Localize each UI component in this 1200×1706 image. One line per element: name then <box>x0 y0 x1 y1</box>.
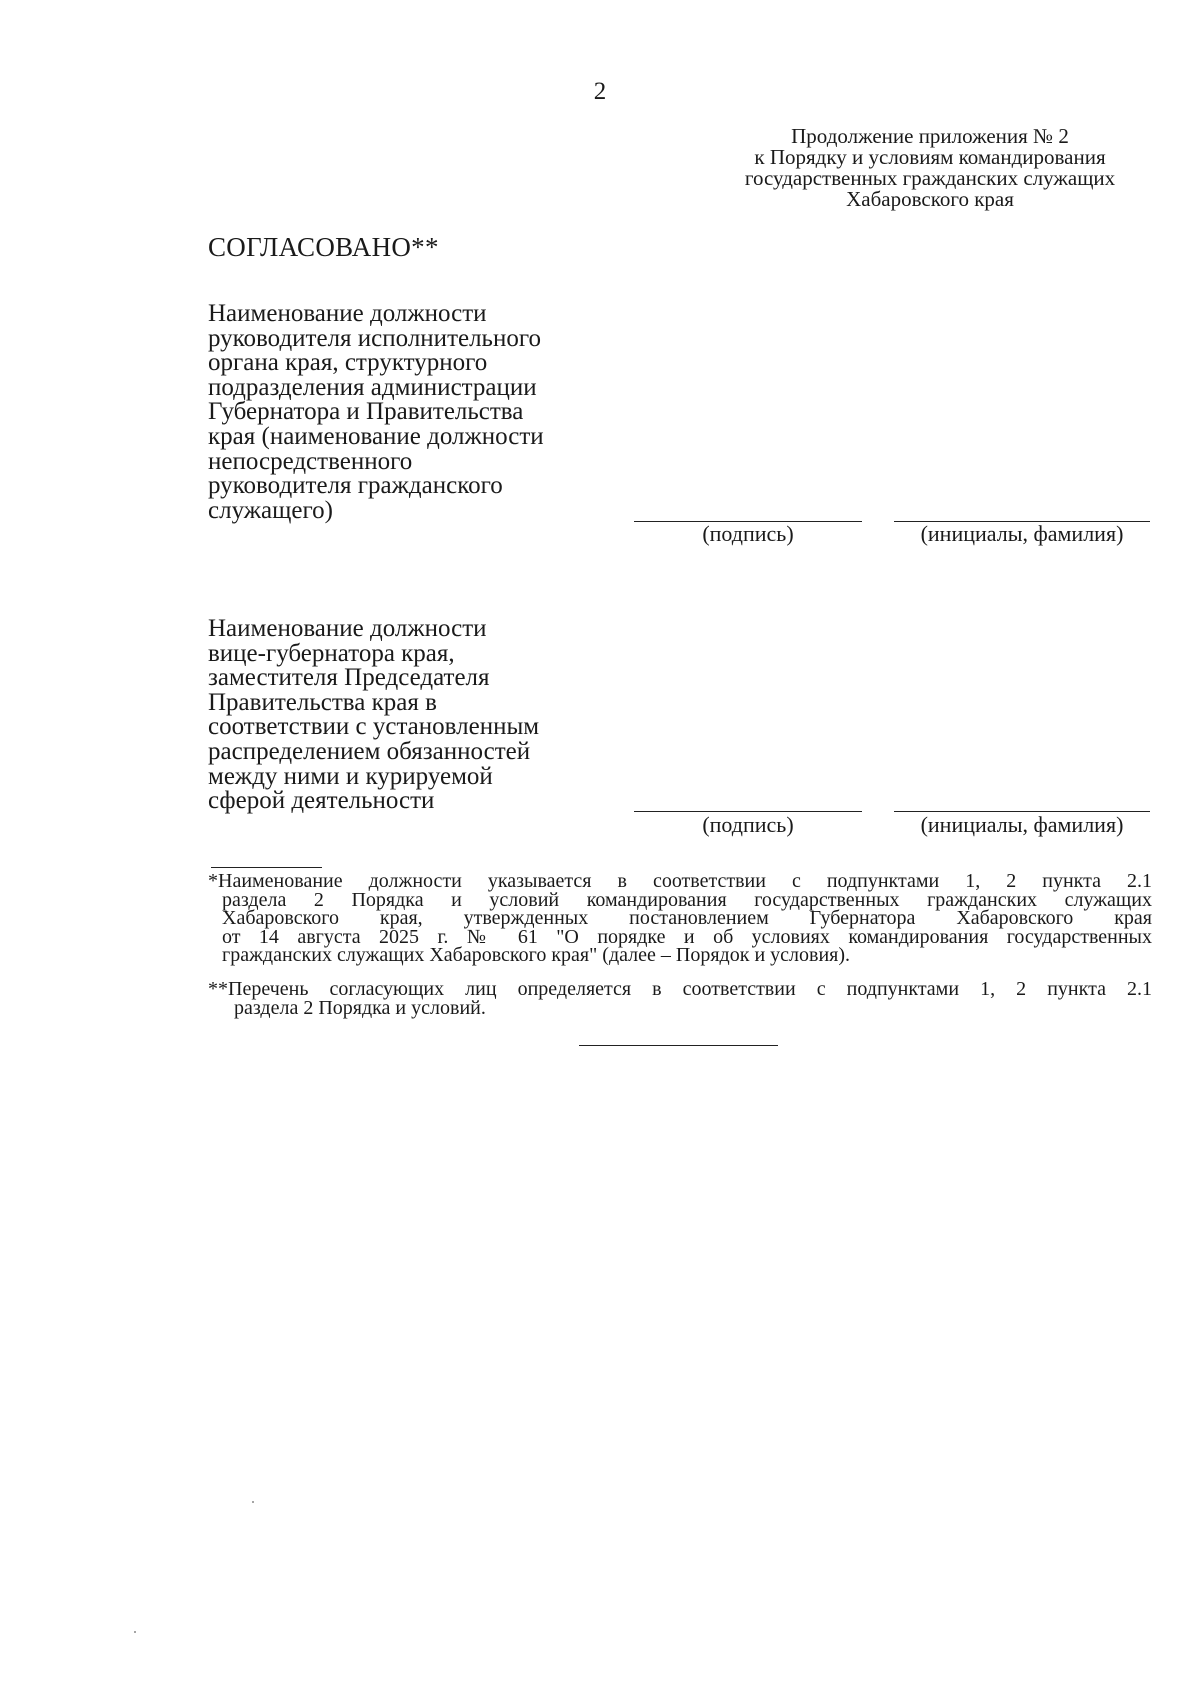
position-line: Правительства края в <box>208 688 437 716</box>
scan-speck <box>134 1631 136 1633</box>
footnote-line: от 14 августа 2025 г. № 61 "О порядке и об условиях командирования государственных <box>222 925 1152 948</box>
name-caption-2: (инициалы, фамилия) <box>920 812 1124 837</box>
signature-caption-2: (подпись) <box>702 812 794 837</box>
position-line: заместителя Председателя <box>208 664 490 692</box>
position-line: сферой деятельности <box>208 787 435 815</box>
appendix-header <box>700 126 1160 210</box>
position-line: служащего) <box>208 496 333 524</box>
footnote-separator <box>211 867 322 868</box>
footnote-1 <box>208 872 1152 965</box>
signatory-1-position <box>208 302 608 523</box>
signature-caption-1: (подпись) <box>702 521 794 546</box>
scan-speck <box>252 1501 254 1503</box>
position-line: распределением обязанностей <box>208 737 531 765</box>
appendix-header-line: к Порядку и условиям командирования <box>754 145 1106 169</box>
position-line: Наименование должности <box>208 300 487 327</box>
position-line: непосредственного <box>208 447 413 475</box>
position-line: Наименование должности <box>208 615 487 642</box>
position-line: между ними и курируемой <box>208 762 493 790</box>
footnote-line: раздела 2 Порядка и условий. <box>234 996 486 1019</box>
appendix-header-line: государственных гражданских служащих <box>744 166 1116 190</box>
end-of-document-rule <box>579 1045 778 1046</box>
position-line: руководителя гражданского <box>208 472 503 500</box>
name-caption-1: (инициалы, фамилия) <box>920 521 1124 546</box>
footnote-line: **Перечень согласующих лиц определяется в соответствии с подпунктами 1, 2 пункта 2.1 <box>208 978 1152 1000</box>
agreed-heading: СОГЛАСОВАНО** <box>208 232 439 262</box>
position-line: вице-губернатора края, <box>208 639 455 667</box>
page-number: 2 <box>593 78 607 105</box>
footnote-line: Хабаровского края, утвержденных постановлением Губернатора Хабаровского края <box>222 907 1152 930</box>
footnote-line: гражданских служащих Хабаровского края" (далее – Порядок и условия). <box>222 944 851 967</box>
position-line: соответствии с установленным <box>208 713 540 741</box>
position-line: органа края, структурного <box>208 349 488 377</box>
appendix-header-line: Продолжение приложения № 2 <box>791 124 1069 148</box>
footnote-line: *Наименование должности указывается в соответствии с подпунктами 1, 2 пункта 2.1 <box>208 870 1152 892</box>
footnote-2 <box>208 980 1152 1017</box>
footnote-line: раздела 2 Порядка и условий командирования государственных гражданских служащих <box>222 888 1152 911</box>
position-line: руководителя исполнительного <box>208 324 541 352</box>
appendix-header-line: Хабаровского края <box>846 187 1014 211</box>
signatory-2-position <box>208 617 608 814</box>
position-line: Губернатора и Правительства <box>208 398 524 426</box>
position-line: подразделения администрации <box>208 373 537 401</box>
position-line: края (наименование должности <box>208 422 544 450</box>
